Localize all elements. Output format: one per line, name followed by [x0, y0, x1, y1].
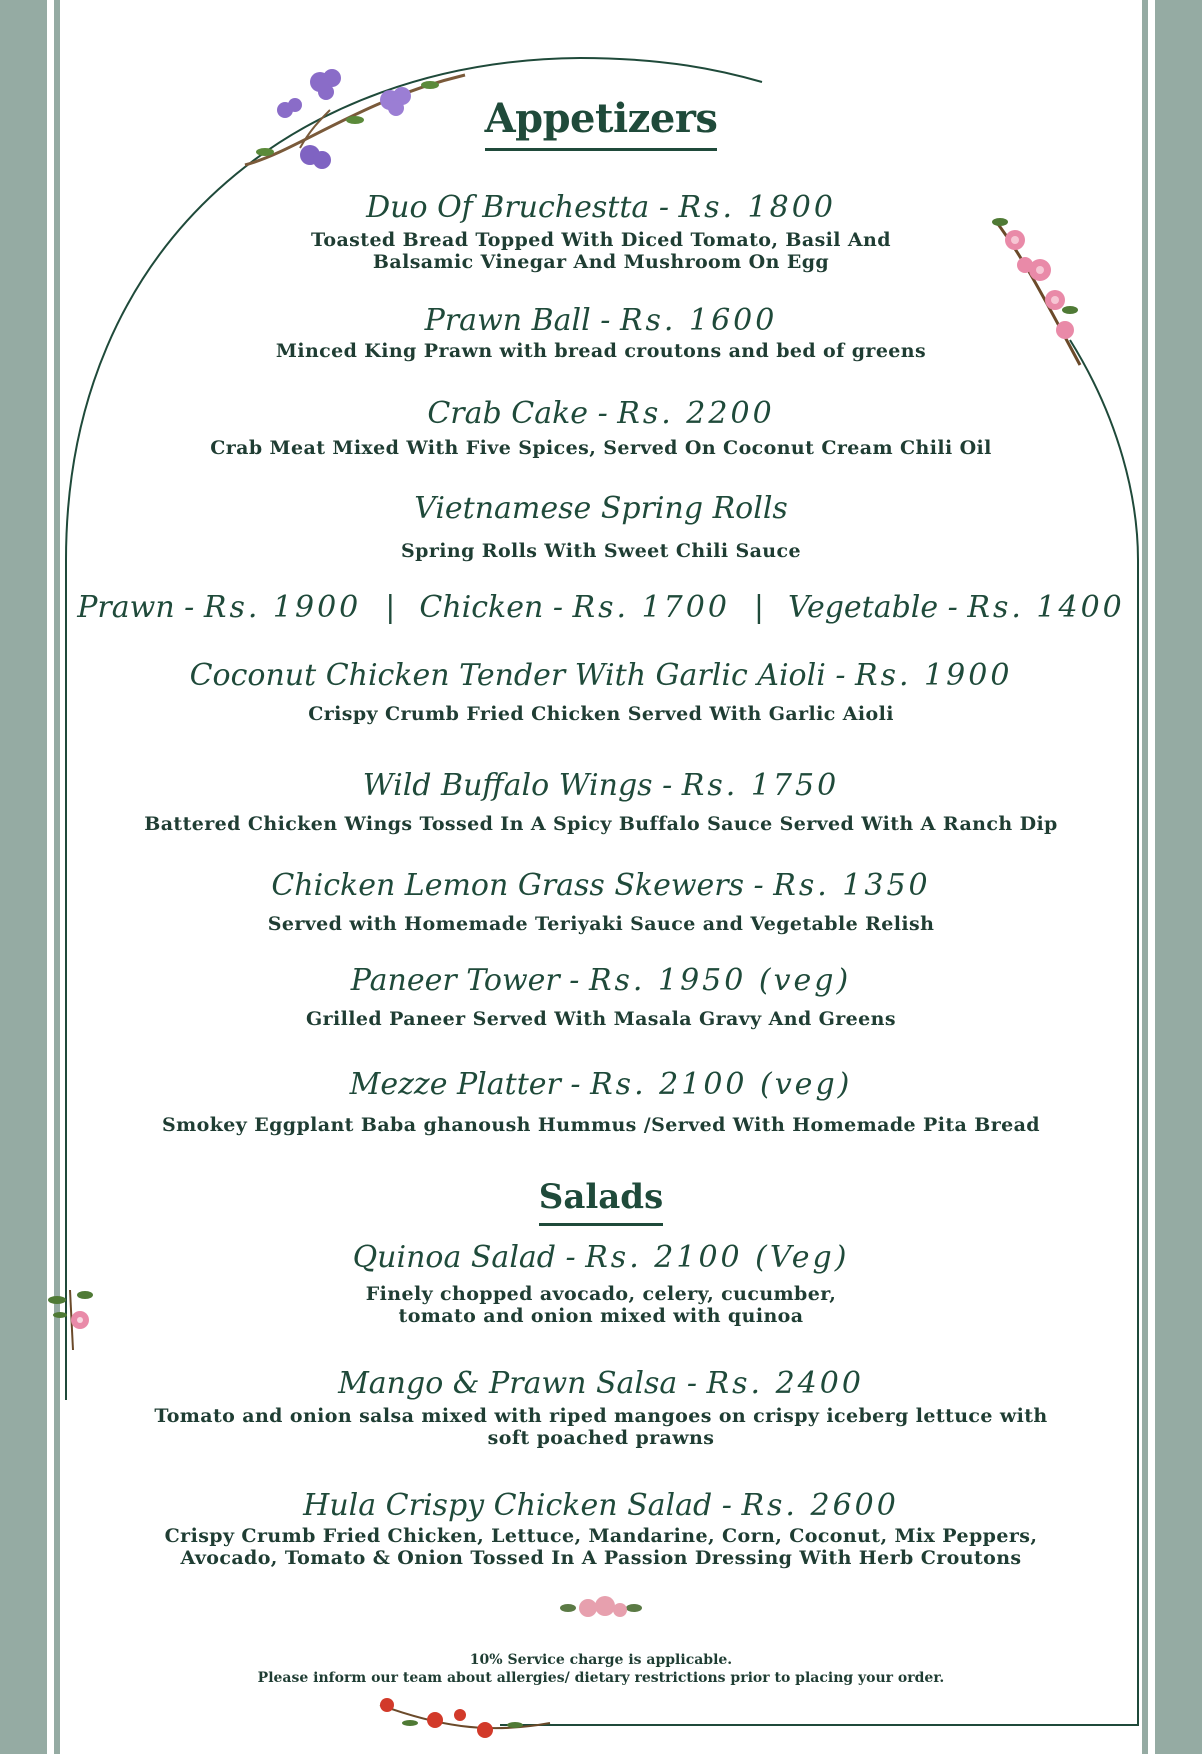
salads-heading: Salads	[0, 1177, 1202, 1226]
item-description: Finely chopped avocado, celery, cucumber, tomato and onion mixed with quinoa	[365, 1283, 837, 1327]
variant-chicken: Chicken - Rs. 1700	[419, 590, 730, 625]
item-name: Duo Of Bruchestta -	[366, 190, 679, 225]
item-description: Crab Meat Mixed With Five Spices, Served On Coconut Cream Chili Oil	[210, 437, 992, 459]
item-description: Smokey Eggplant Baba ghanoush Hummus /Served With Homemade Pita Bread	[162, 1114, 1040, 1136]
allergy-note: Please inform our team about allergies/ dietary restrictions prior to placing your order.	[257, 1670, 945, 1686]
item-price: Rs. 2100 (Veg)	[585, 1240, 850, 1275]
menu-item-mango-prawn-salsa	[0, 1366, 1202, 1449]
menu-item-quinoa-salad	[0, 1240, 1202, 1327]
item-description: Crispy Crumb Fried Chicken Served With Garlic Aioli	[308, 703, 894, 725]
item-price: Rs. 2200	[617, 396, 775, 431]
item-description: Crispy Crumb Fried Chicken, Lettuce, Mandarine, Corn, Coconut, Mix Peppers, Avocado, Tomato & Onion Tossed In A Passion Dressing With Herb Croutons	[164, 1525, 1038, 1569]
item-name: Hula Crispy Chicken Salad -	[303, 1488, 742, 1523]
item-name: Vietnamese Spring Rolls	[414, 491, 788, 526]
item-price: Rs. 1950 (veg)	[588, 963, 852, 998]
menu-item-chicken-lemon-grass-skewers	[0, 868, 1202, 935]
item-description: Spring Rolls With Sweet Chili Sauce	[401, 540, 801, 562]
item-price: Rs. 1600	[619, 303, 778, 338]
menu-item-paneer-tower	[0, 963, 1202, 1030]
variant-vegetable: Vegetable - Rs. 1400	[788, 590, 1125, 625]
item-name: Chicken Lemon Grass Skewers -	[271, 868, 774, 903]
variant-separator: |	[753, 590, 765, 625]
item-description: Toasted Bread Topped With Diced Tomato, Basil And Balsamic Vinegar And Mushroom On Egg	[311, 229, 891, 273]
item-name: Paneer Tower -	[350, 963, 589, 998]
menu-item-wild-buffalo-wings	[0, 768, 1202, 835]
item-price: Rs. 1350	[773, 868, 931, 903]
item-price: Rs. 2600	[741, 1488, 899, 1523]
item-name: Prawn Ball -	[424, 303, 620, 338]
item-description: Minced King Prawn with bread croutons and bed of greens	[275, 340, 927, 362]
item-description: Tomato and onion salsa mixed with riped mangoes on crispy iceberg lettuce with soft poached prawns	[154, 1405, 1048, 1449]
item-name: Mezze Platter -	[349, 1067, 591, 1102]
item-description: Served with Homemade Teriyaki Sauce and Vegetable Relish	[267, 913, 935, 935]
variant-prawn: Prawn - Rs. 1900	[77, 590, 362, 625]
item-price: Rs. 2400	[706, 1366, 864, 1401]
appetizers-heading: Appetizers	[0, 95, 1202, 151]
menu-item-crab-cake	[0, 396, 1202, 459]
item-description: Battered Chicken Wings Tossed In A Spicy Buffalo Sauce Served With A Ranch Dip	[144, 813, 1058, 835]
menu-item-prawn-ball	[0, 303, 1202, 362]
menu-item-vietnamese-spring-rolls	[0, 491, 1202, 562]
item-price: Rs. 1900	[855, 658, 1013, 693]
item-name: Wild Buffalo Wings -	[362, 768, 682, 803]
item-name: Quinoa Salad -	[352, 1240, 586, 1275]
item-price: Rs. 1800	[678, 190, 836, 225]
menu-item-coconut-chicken-tender	[0, 658, 1202, 725]
menu-item-hula-crispy-chicken-salad	[0, 1488, 1202, 1569]
variant-separator: |	[385, 590, 396, 625]
footer-notes	[0, 1651, 1202, 1687]
service-charge-note: 10% Service charge is applicable.	[469, 1652, 733, 1668]
menu-item-duo-of-bruchestta	[0, 190, 1202, 273]
item-description: Grilled Paneer Served With Masala Gravy And Greens	[306, 1008, 896, 1030]
item-name: Mango & Prawn Salsa -	[338, 1366, 707, 1401]
spring-roll-variants	[0, 590, 1202, 625]
menu-item-mezze-platter	[0, 1067, 1202, 1136]
item-name: Coconut Chicken Tender With Garlic Aioli -	[189, 658, 855, 693]
item-price: Rs. 1750	[681, 768, 840, 803]
item-price: Rs. 2100 (veg)	[590, 1067, 853, 1102]
item-name: Crab Cake -	[427, 396, 618, 431]
